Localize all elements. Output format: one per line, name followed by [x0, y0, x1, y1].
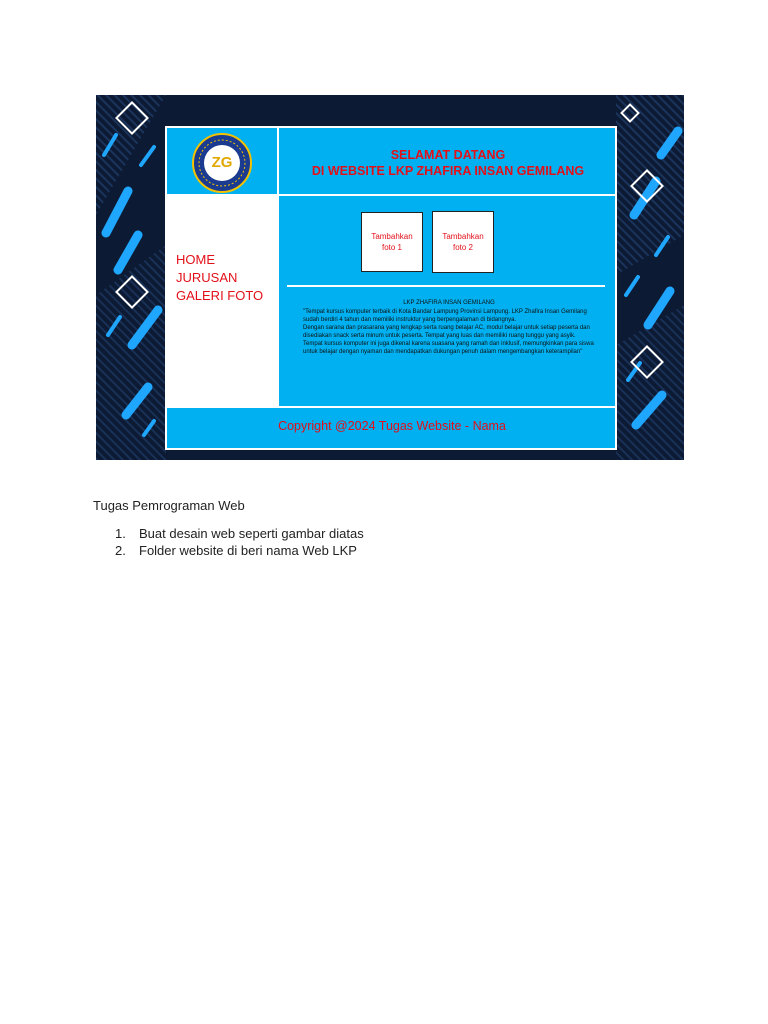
nav-item-home[interactable]: HOME	[176, 252, 215, 267]
site-header	[279, 128, 617, 196]
design-mockup-image	[96, 95, 684, 460]
photo-placeholder-2: Tambahkan foto 2	[432, 211, 494, 273]
nav-item-jurusan[interactable]: JURUSAN	[176, 270, 238, 285]
copyright-text: Copyright @2024 Tugas Website - Nama	[278, 419, 506, 433]
welcome-title: SELAMAT DATANG DI WEBSITE LKP ZHAFIRA INSAN GEMILANG	[311, 148, 585, 178]
nav-item-galeri-foto[interactable]: GALERI FOTO	[176, 288, 264, 303]
list-number: 1.	[115, 526, 126, 541]
photo-placeholder-1: Tambahkan foto 1	[361, 212, 423, 272]
site-main-content	[279, 196, 617, 408]
about-section	[303, 299, 595, 356]
website-layout	[165, 126, 617, 450]
about-title: LKP ZHAFIRA INSAN GEMILANG	[403, 300, 495, 306]
site-nav	[167, 196, 279, 408]
site-footer	[167, 408, 617, 450]
logo-cell	[167, 128, 279, 196]
list-text: Folder website di beri nama Web LKP	[139, 543, 357, 558]
lkp-logo-icon: ZG	[192, 133, 252, 193]
content-divider	[287, 285, 605, 287]
about-paragraph-1: "Tempat kursus komputer terbaik di Kota Bandar Lampung Provinsi Lampung. LKP Zhafira Insan Gemilang sudah berdiri 4 tahun dan memiliki instruktur yang berpengalaman di bidangnya.	[303, 309, 587, 323]
about-paragraph-2: Dengan sarana dan prasarana yang lengkap serta ruang belajar AC, modul belajar untuk setiap peserta dan disediakan snack serta minum untuk peserta. Tempat yang luas dan memiliki ruang tunggu yang asyik. Tempat kursus komputer ini juga dikenal karena suasana yang ramah dan inklusif, memungkinkan para siswa untuk belajar dengan nyaman dan mendapatkan dukungan penuh dalam mengembangkan keterampilan"	[303, 325, 594, 355]
task-title: Tugas Pemrograman Web	[93, 498, 245, 513]
list-number: 2.	[115, 543, 126, 558]
list-text: Buat desain web seperti gambar diatas	[139, 526, 364, 541]
